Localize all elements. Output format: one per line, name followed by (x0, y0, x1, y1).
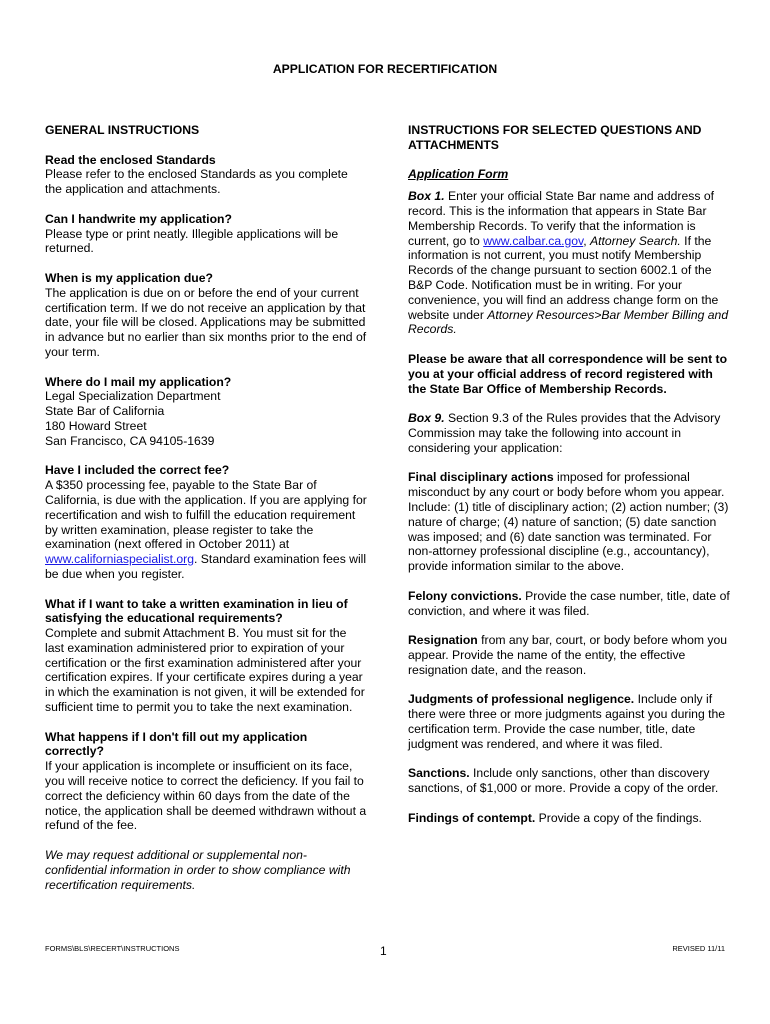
selected-questions-heading: INSTRUCTIONS FOR SELECTED QUESTIONS AND ATTACHMENTS (408, 123, 702, 152)
exam-answer: Complete and submit Attachment B. You must sit for the last examination administered prior to expiration of your certification or the first examination administered after your certification expires. If your certificate expires during a year in which the examination is not given, it will be extended for sufficient time to permit you to take the next examination. (45, 626, 365, 715)
page-number: 1 (380, 944, 387, 958)
incorrect-answer: If your application is incomplete or insufficient on its face, you will receive notice to correct the deficiency. If you fail to correct the deficiency within 60 days from the date of the notice, the application shall be deemed withdrawn without a refund of the fee. (45, 759, 367, 833)
resignation-label: Resignation (408, 633, 478, 648)
resignation-text: from any bar, court, or body before whom you appear. Provide the name of the entity, the effective resignation date, and the reason. (408, 633, 728, 677)
due-question: When is my application due? (45, 270, 213, 285)
mail-address-line: 180 Howard Street (45, 418, 147, 433)
box1-instructions (408, 189, 733, 337)
attorney-resources-text: Attorney Resources>Bar Member Billing and Records. (408, 307, 729, 337)
judgments-text: Include only if there were three or more judgments against you during the certification term. Provide the case number, title, date judgment was rendered, and where it was filed. (408, 692, 726, 751)
attorney-search-text: Attorney Search. (590, 233, 681, 248)
supplemental-info-note: We may request additional or supplemental non-confidential information in order to show compliance with recertification requirements. (45, 848, 351, 892)
handwrite-section (45, 212, 367, 256)
fee-answer-text: A $350 processing fee, payable to the State Bar of California, is due with the application. If you are applying for recertification and wish to fulfill the education requirement by written examination, please register to take the examination (next offered in October 2011) at (45, 478, 367, 552)
box1-text: Enter your official State Bar name and address of record. This is the information that appears in State Bar Membership Records. To verify that the information is current, go to (408, 189, 714, 248)
box9-label: Box 9. (408, 411, 445, 426)
general-instructions-column (45, 123, 367, 892)
box1-text-comma: , (583, 233, 591, 248)
felony-convictions-text: Provide the case number, title, date of conviction, and where it was filed. (408, 588, 730, 618)
disciplinary-actions-text: imposed for professional misconduct by any court or body before whom you appear. Include: (1) title of disciplinary action; (2) action number; (3) nature of charge; (4) nature of sanction; (5) date sanction was imposed; and (6) date sanction was terminated. For non-attorney professional discipline (e.g., accountancy), provide information similar to the above. (408, 470, 729, 574)
box9-instructions (408, 411, 733, 455)
mail-address-line: San Francisco, CA 94105-1639 (45, 433, 215, 448)
calbar-link[interactable]: www.calbar.ca.gov (483, 233, 584, 248)
exam-section (45, 597, 367, 715)
sanctions-item (408, 766, 733, 796)
handwrite-question: Can I handwrite my application? (45, 211, 232, 226)
selected-questions-column (408, 123, 733, 840)
incorrect-section (45, 730, 367, 834)
felony-convictions-item (408, 589, 733, 619)
handwrite-answer: Please type or print neatly. Illegible applications will be returned. (45, 226, 339, 256)
contempt-item (408, 811, 733, 826)
contempt-label: Findings of contempt. (408, 810, 536, 825)
exam-question: What if I want to take a written examination in lieu of satisfying the educational requirements? (45, 596, 348, 626)
due-answer: The application is due on or before the end of your current certification term. If we do not receive an application by that date, your file will be closed. Applications may be submitted in advance but no earlier than six months prior to the end of your term. (45, 285, 367, 359)
judgments-label: Judgments of professional negligence. (408, 692, 635, 707)
sanctions-label: Sanctions. (408, 766, 470, 781)
standards-answer: Please refer to the enclosed Standards as you complete the application and attachments. (45, 167, 348, 197)
californiaspecialist-link[interactable]: www.californiaspecialist.org (45, 552, 195, 567)
footer-revised: REVISED 11/11 (672, 944, 725, 953)
general-instructions-heading: GENERAL INSTRUCTIONS (45, 123, 200, 137)
footer-form-path: FORMS\BLS\RECERT\INSTRUCTIONS (45, 944, 180, 953)
box9-text: Section 9.3 of the Rules provides that the Advisory Commission may take the following into account in considering your application: (408, 411, 721, 455)
fee-section (45, 463, 367, 581)
correspondence-warning: Please be aware that all correspondence will be sent to you at your official address of record registered with the State Bar Office of Membership Records. (408, 351, 728, 396)
standards-section (45, 153, 367, 197)
fee-answer-text-end: . Standard examination fees will be due when you register. (45, 552, 367, 581)
box1-label: Box 1. (408, 189, 445, 204)
page-title: APPLICATION FOR RECERTIFICATION (272, 62, 498, 76)
disciplinary-actions-item (408, 470, 733, 574)
mail-question: Where do I mail my application? (45, 374, 232, 389)
incorrect-question: What happens if I don't fill out my application correctly? (45, 729, 308, 759)
box1-text-cont: If the information is not current, you must notify Membership Records of the change pursuant to section 6002.1 of the B&P Code. Notification must be in writing. For your convenience, you will find an address change form on the website under (408, 233, 719, 322)
resignation-item (408, 633, 733, 677)
mail-section (45, 375, 367, 449)
fee-question: Have I included the correct fee? (45, 463, 230, 478)
fee-answer (45, 478, 367, 582)
mail-address-line: Legal Specialization Department (45, 389, 221, 404)
application-form-subheading: Application Form (408, 167, 509, 182)
contempt-text: Provide a copy of the findings. (535, 810, 702, 825)
sanctions-text: Include only sanctions, other than discovery sanctions, of $1,000 or more. Provide a copy of the order. (408, 766, 719, 796)
judgments-item (408, 692, 733, 751)
standards-question: Read the enclosed Standards (45, 152, 216, 167)
felony-convictions-label: Felony convictions. (408, 588, 522, 603)
disciplinary-actions-label: Final disciplinary actions (408, 470, 554, 485)
due-section (45, 271, 367, 360)
mail-address-line: State Bar of California (45, 404, 165, 419)
